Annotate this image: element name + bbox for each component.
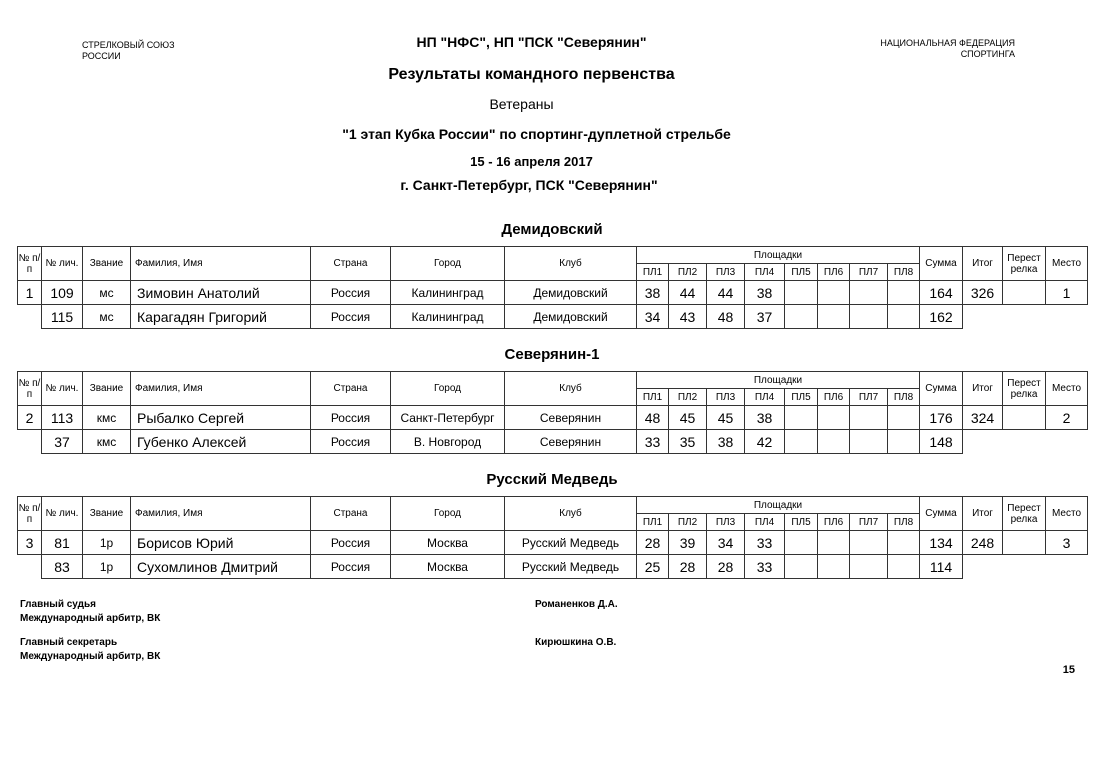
club: Северянин bbox=[505, 406, 637, 430]
city: Калининград bbox=[391, 281, 505, 305]
col-city: Город bbox=[391, 372, 505, 406]
range-score-8 bbox=[888, 406, 920, 430]
col-name: Фамилия, Имя bbox=[131, 372, 311, 406]
col-range-2: ПЛ2 bbox=[669, 264, 707, 281]
col-total: Итог bbox=[963, 247, 1003, 281]
secretary-name: Кирюшкина О.В. bbox=[535, 637, 617, 648]
col-place: Место bbox=[1046, 247, 1088, 281]
shootoff bbox=[1003, 531, 1046, 555]
col-place: Место bbox=[1046, 497, 1088, 531]
col-range-3: ПЛ3 bbox=[707, 389, 745, 406]
col-club: Клуб bbox=[505, 372, 637, 406]
range-score-8 bbox=[888, 555, 920, 579]
col-range-4: ПЛ4 bbox=[745, 264, 785, 281]
col-country: Страна bbox=[311, 372, 391, 406]
range-score-6 bbox=[818, 281, 850, 305]
col-num-lich: № лич. bbox=[42, 372, 83, 406]
club: Демидовский bbox=[505, 281, 637, 305]
range-score-1: 48 bbox=[637, 406, 669, 430]
club: Северянин bbox=[505, 430, 637, 454]
team-results-table-3 bbox=[17, 496, 1088, 579]
judge-block bbox=[20, 598, 160, 626]
col-city: Город bbox=[391, 497, 505, 531]
col-range-4: ПЛ4 bbox=[745, 389, 785, 406]
left-org-line2: РОССИИ bbox=[82, 51, 121, 61]
country: Россия bbox=[311, 531, 391, 555]
shootoff bbox=[1003, 281, 1046, 305]
empty-cell bbox=[18, 555, 42, 579]
col-ranges: Площадки bbox=[637, 372, 920, 389]
team-number: 3 bbox=[18, 531, 42, 555]
city: Санкт-Петербург bbox=[391, 406, 505, 430]
empty-cell bbox=[1046, 555, 1088, 579]
empty-cell bbox=[18, 430, 42, 454]
range-score-6 bbox=[818, 430, 850, 454]
participant-name: Карагадян Григорий bbox=[131, 305, 311, 329]
range-score-2: 39 bbox=[669, 531, 707, 555]
empty-cell bbox=[1003, 430, 1046, 454]
country: Россия bbox=[311, 406, 391, 430]
team-place: 1 bbox=[1046, 281, 1088, 305]
col-range-1: ПЛ1 bbox=[637, 264, 669, 281]
range-score-2: 43 bbox=[669, 305, 707, 329]
range-score-1: 33 bbox=[637, 430, 669, 454]
country: Россия bbox=[311, 430, 391, 454]
col-sum: Сумма bbox=[920, 247, 963, 281]
range-score-1: 34 bbox=[637, 305, 669, 329]
competition-dates: 15 - 16 апреля 2017 bbox=[470, 154, 593, 169]
judge-title: Главный судья bbox=[20, 599, 96, 610]
license-number: 81 bbox=[42, 531, 83, 555]
empty-cell bbox=[1046, 430, 1088, 454]
range-score-8 bbox=[888, 305, 920, 329]
col-ranges: Площадки bbox=[637, 497, 920, 514]
club: Демидовский bbox=[505, 305, 637, 329]
range-score-3: 34 bbox=[707, 531, 745, 555]
col-shootoff: Перест релка bbox=[1003, 247, 1046, 281]
sum: 148 bbox=[920, 430, 963, 454]
range-score-6 bbox=[818, 531, 850, 555]
range-score-5 bbox=[785, 281, 818, 305]
team-total: 248 bbox=[963, 531, 1003, 555]
table-row bbox=[18, 430, 1088, 454]
empty-cell bbox=[1046, 305, 1088, 329]
empty-cell bbox=[963, 305, 1003, 329]
country: Россия bbox=[311, 305, 391, 329]
col-num-pp: № п/п bbox=[18, 247, 42, 281]
license-number: 109 bbox=[42, 281, 83, 305]
col-range-6: ПЛ6 bbox=[818, 389, 850, 406]
col-range-7: ПЛ7 bbox=[850, 264, 888, 281]
team-number: 2 bbox=[18, 406, 42, 430]
range-score-7 bbox=[850, 555, 888, 579]
right-organization bbox=[880, 38, 1015, 60]
range-score-4: 42 bbox=[745, 430, 785, 454]
col-club: Клуб bbox=[505, 497, 637, 531]
sum: 134 bbox=[920, 531, 963, 555]
team-name: Русский Медведь bbox=[486, 471, 618, 488]
empty-cell bbox=[963, 555, 1003, 579]
rank: мс bbox=[83, 305, 131, 329]
range-score-8 bbox=[888, 430, 920, 454]
range-score-6 bbox=[818, 406, 850, 430]
col-range-1: ПЛ1 bbox=[637, 389, 669, 406]
range-score-1: 28 bbox=[637, 531, 669, 555]
city: Москва bbox=[391, 531, 505, 555]
range-score-8 bbox=[888, 531, 920, 555]
col-place: Место bbox=[1046, 372, 1088, 406]
range-score-5 bbox=[785, 555, 818, 579]
left-org-line1: СТРЕЛКОВЫЙ СОЮЗ bbox=[82, 40, 175, 50]
col-range-5: ПЛ5 bbox=[785, 264, 818, 281]
range-score-5 bbox=[785, 531, 818, 555]
team-name: Демидовский bbox=[501, 221, 603, 238]
col-num-lich: № лич. bbox=[42, 247, 83, 281]
col-range-5: ПЛ5 bbox=[785, 389, 818, 406]
col-rank: Звание bbox=[83, 497, 131, 531]
club: Русский Медведь bbox=[505, 531, 637, 555]
range-score-7 bbox=[850, 406, 888, 430]
table-row bbox=[18, 531, 1088, 555]
license-number: 113 bbox=[42, 406, 83, 430]
range-score-2: 28 bbox=[669, 555, 707, 579]
col-country: Страна bbox=[311, 497, 391, 531]
col-range-2: ПЛ2 bbox=[669, 389, 707, 406]
col-club: Клуб bbox=[505, 247, 637, 281]
competition-name: "1 этап Кубка России" по спортинг-дуплетной стрельбе bbox=[342, 126, 731, 142]
table-row bbox=[18, 406, 1088, 430]
range-score-4: 33 bbox=[745, 555, 785, 579]
country: Россия bbox=[311, 555, 391, 579]
col-range-8: ПЛ8 bbox=[888, 514, 920, 531]
license-number: 37 bbox=[42, 430, 83, 454]
shootoff bbox=[1003, 406, 1046, 430]
secretary-title: Главный секретарь bbox=[20, 637, 118, 648]
range-score-3: 44 bbox=[707, 281, 745, 305]
col-range-7: ПЛ7 bbox=[850, 514, 888, 531]
city: Калининград bbox=[391, 305, 505, 329]
range-score-1: 25 bbox=[637, 555, 669, 579]
col-country: Страна bbox=[311, 247, 391, 281]
rank: мс bbox=[83, 281, 131, 305]
range-score-7 bbox=[850, 281, 888, 305]
team-number: 1 bbox=[18, 281, 42, 305]
header-row bbox=[18, 372, 1088, 389]
sum: 162 bbox=[920, 305, 963, 329]
range-score-6 bbox=[818, 305, 850, 329]
team-results-table-1 bbox=[17, 246, 1088, 329]
participant-name: Зимовин Анатолий bbox=[131, 281, 311, 305]
participant-name: Сухомлинов Дмитрий bbox=[131, 555, 311, 579]
range-score-4: 38 bbox=[745, 406, 785, 430]
range-score-3: 38 bbox=[707, 430, 745, 454]
judge-category: Международный арбитр, ВК bbox=[20, 613, 161, 624]
range-score-8 bbox=[888, 281, 920, 305]
team-place: 2 bbox=[1046, 406, 1088, 430]
col-ranges: Площадки bbox=[637, 247, 920, 264]
col-shootoff: Перест релка bbox=[1003, 372, 1046, 406]
participant-name: Рыбалко Сергей bbox=[131, 406, 311, 430]
club: Русский Медведь bbox=[505, 555, 637, 579]
category: Ветераны bbox=[489, 96, 554, 112]
rank: 1р bbox=[83, 555, 131, 579]
country: Россия bbox=[311, 281, 391, 305]
team-name: Северянин-1 bbox=[504, 346, 600, 363]
page-number: 15 bbox=[1062, 664, 1075, 676]
rank: кмс bbox=[83, 430, 131, 454]
col-range-6: ПЛ6 bbox=[818, 264, 850, 281]
col-name: Фамилия, Имя bbox=[131, 247, 311, 281]
col-range-8: ПЛ8 bbox=[888, 264, 920, 281]
table-row bbox=[18, 305, 1088, 329]
range-score-4: 33 bbox=[745, 531, 785, 555]
page-title: Результаты командного первенства bbox=[388, 66, 675, 83]
participant-name: Губенко Алексей bbox=[131, 430, 311, 454]
col-range-7: ПЛ7 bbox=[850, 389, 888, 406]
range-score-5 bbox=[785, 305, 818, 329]
col-num-pp: № п/п bbox=[18, 372, 42, 406]
right-org-line2: СПОРТИНГА bbox=[960, 49, 1015, 59]
competition-venue: г. Санкт-Петербург, ПСК "Северянин" bbox=[400, 177, 658, 193]
range-score-5 bbox=[785, 406, 818, 430]
col-range-2: ПЛ2 bbox=[669, 514, 707, 531]
col-shootoff: Перест релка bbox=[1003, 497, 1046, 531]
range-score-7 bbox=[850, 531, 888, 555]
range-score-3: 45 bbox=[707, 406, 745, 430]
empty-cell bbox=[963, 430, 1003, 454]
range-score-5 bbox=[785, 430, 818, 454]
team-total: 324 bbox=[963, 406, 1003, 430]
col-sum: Сумма bbox=[920, 372, 963, 406]
team-results-table-2 bbox=[17, 371, 1088, 454]
empty-cell bbox=[1003, 555, 1046, 579]
secretary-block bbox=[20, 636, 160, 664]
range-score-3: 48 bbox=[707, 305, 745, 329]
col-total: Итог bbox=[963, 497, 1003, 531]
range-score-4: 37 bbox=[745, 305, 785, 329]
range-score-6 bbox=[818, 555, 850, 579]
col-sum: Сумма bbox=[920, 497, 963, 531]
col-name: Фамилия, Имя bbox=[131, 497, 311, 531]
header-row bbox=[18, 497, 1088, 514]
range-score-3: 28 bbox=[707, 555, 745, 579]
license-number: 115 bbox=[42, 305, 83, 329]
range-score-2: 44 bbox=[669, 281, 707, 305]
team-total: 326 bbox=[963, 281, 1003, 305]
col-num-pp: № п/п bbox=[18, 497, 42, 531]
empty-cell bbox=[18, 305, 42, 329]
table-row bbox=[18, 281, 1088, 305]
rank: кмс bbox=[83, 406, 131, 430]
col-total: Итог bbox=[963, 372, 1003, 406]
col-range-3: ПЛ3 bbox=[707, 514, 745, 531]
sum: 164 bbox=[920, 281, 963, 305]
col-city: Город bbox=[391, 247, 505, 281]
secretary-category: Международный арбитр, ВК bbox=[20, 651, 161, 662]
sum: 114 bbox=[920, 555, 963, 579]
participant-name: Борисов Юрий bbox=[131, 531, 311, 555]
empty-cell bbox=[1003, 305, 1046, 329]
range-score-7 bbox=[850, 305, 888, 329]
rank: 1р bbox=[83, 531, 131, 555]
city: Москва bbox=[391, 555, 505, 579]
right-org-line1: НАЦИОНАЛЬНАЯ ФЕДЕРАЦИЯ bbox=[880, 38, 1015, 48]
team-place: 3 bbox=[1046, 531, 1088, 555]
judge-name: Романенков Д.А. bbox=[535, 599, 618, 610]
center-organization: НП "НФС", НП "ПСК "Северянин" bbox=[416, 34, 647, 50]
col-range-1: ПЛ1 bbox=[637, 514, 669, 531]
range-score-2: 35 bbox=[669, 430, 707, 454]
col-rank: Звание bbox=[83, 247, 131, 281]
license-number: 83 bbox=[42, 555, 83, 579]
col-num-lich: № лич. bbox=[42, 497, 83, 531]
range-score-7 bbox=[850, 430, 888, 454]
range-score-4: 38 bbox=[745, 281, 785, 305]
col-range-4: ПЛ4 bbox=[745, 514, 785, 531]
col-range-8: ПЛ8 bbox=[888, 389, 920, 406]
col-range-3: ПЛ3 bbox=[707, 264, 745, 281]
col-rank: Звание bbox=[83, 372, 131, 406]
range-score-1: 38 bbox=[637, 281, 669, 305]
table-row bbox=[18, 555, 1088, 579]
sum: 176 bbox=[920, 406, 963, 430]
col-range-6: ПЛ6 bbox=[818, 514, 850, 531]
range-score-2: 45 bbox=[669, 406, 707, 430]
col-range-5: ПЛ5 bbox=[785, 514, 818, 531]
city: В. Новгород bbox=[391, 430, 505, 454]
header-row bbox=[18, 247, 1088, 264]
